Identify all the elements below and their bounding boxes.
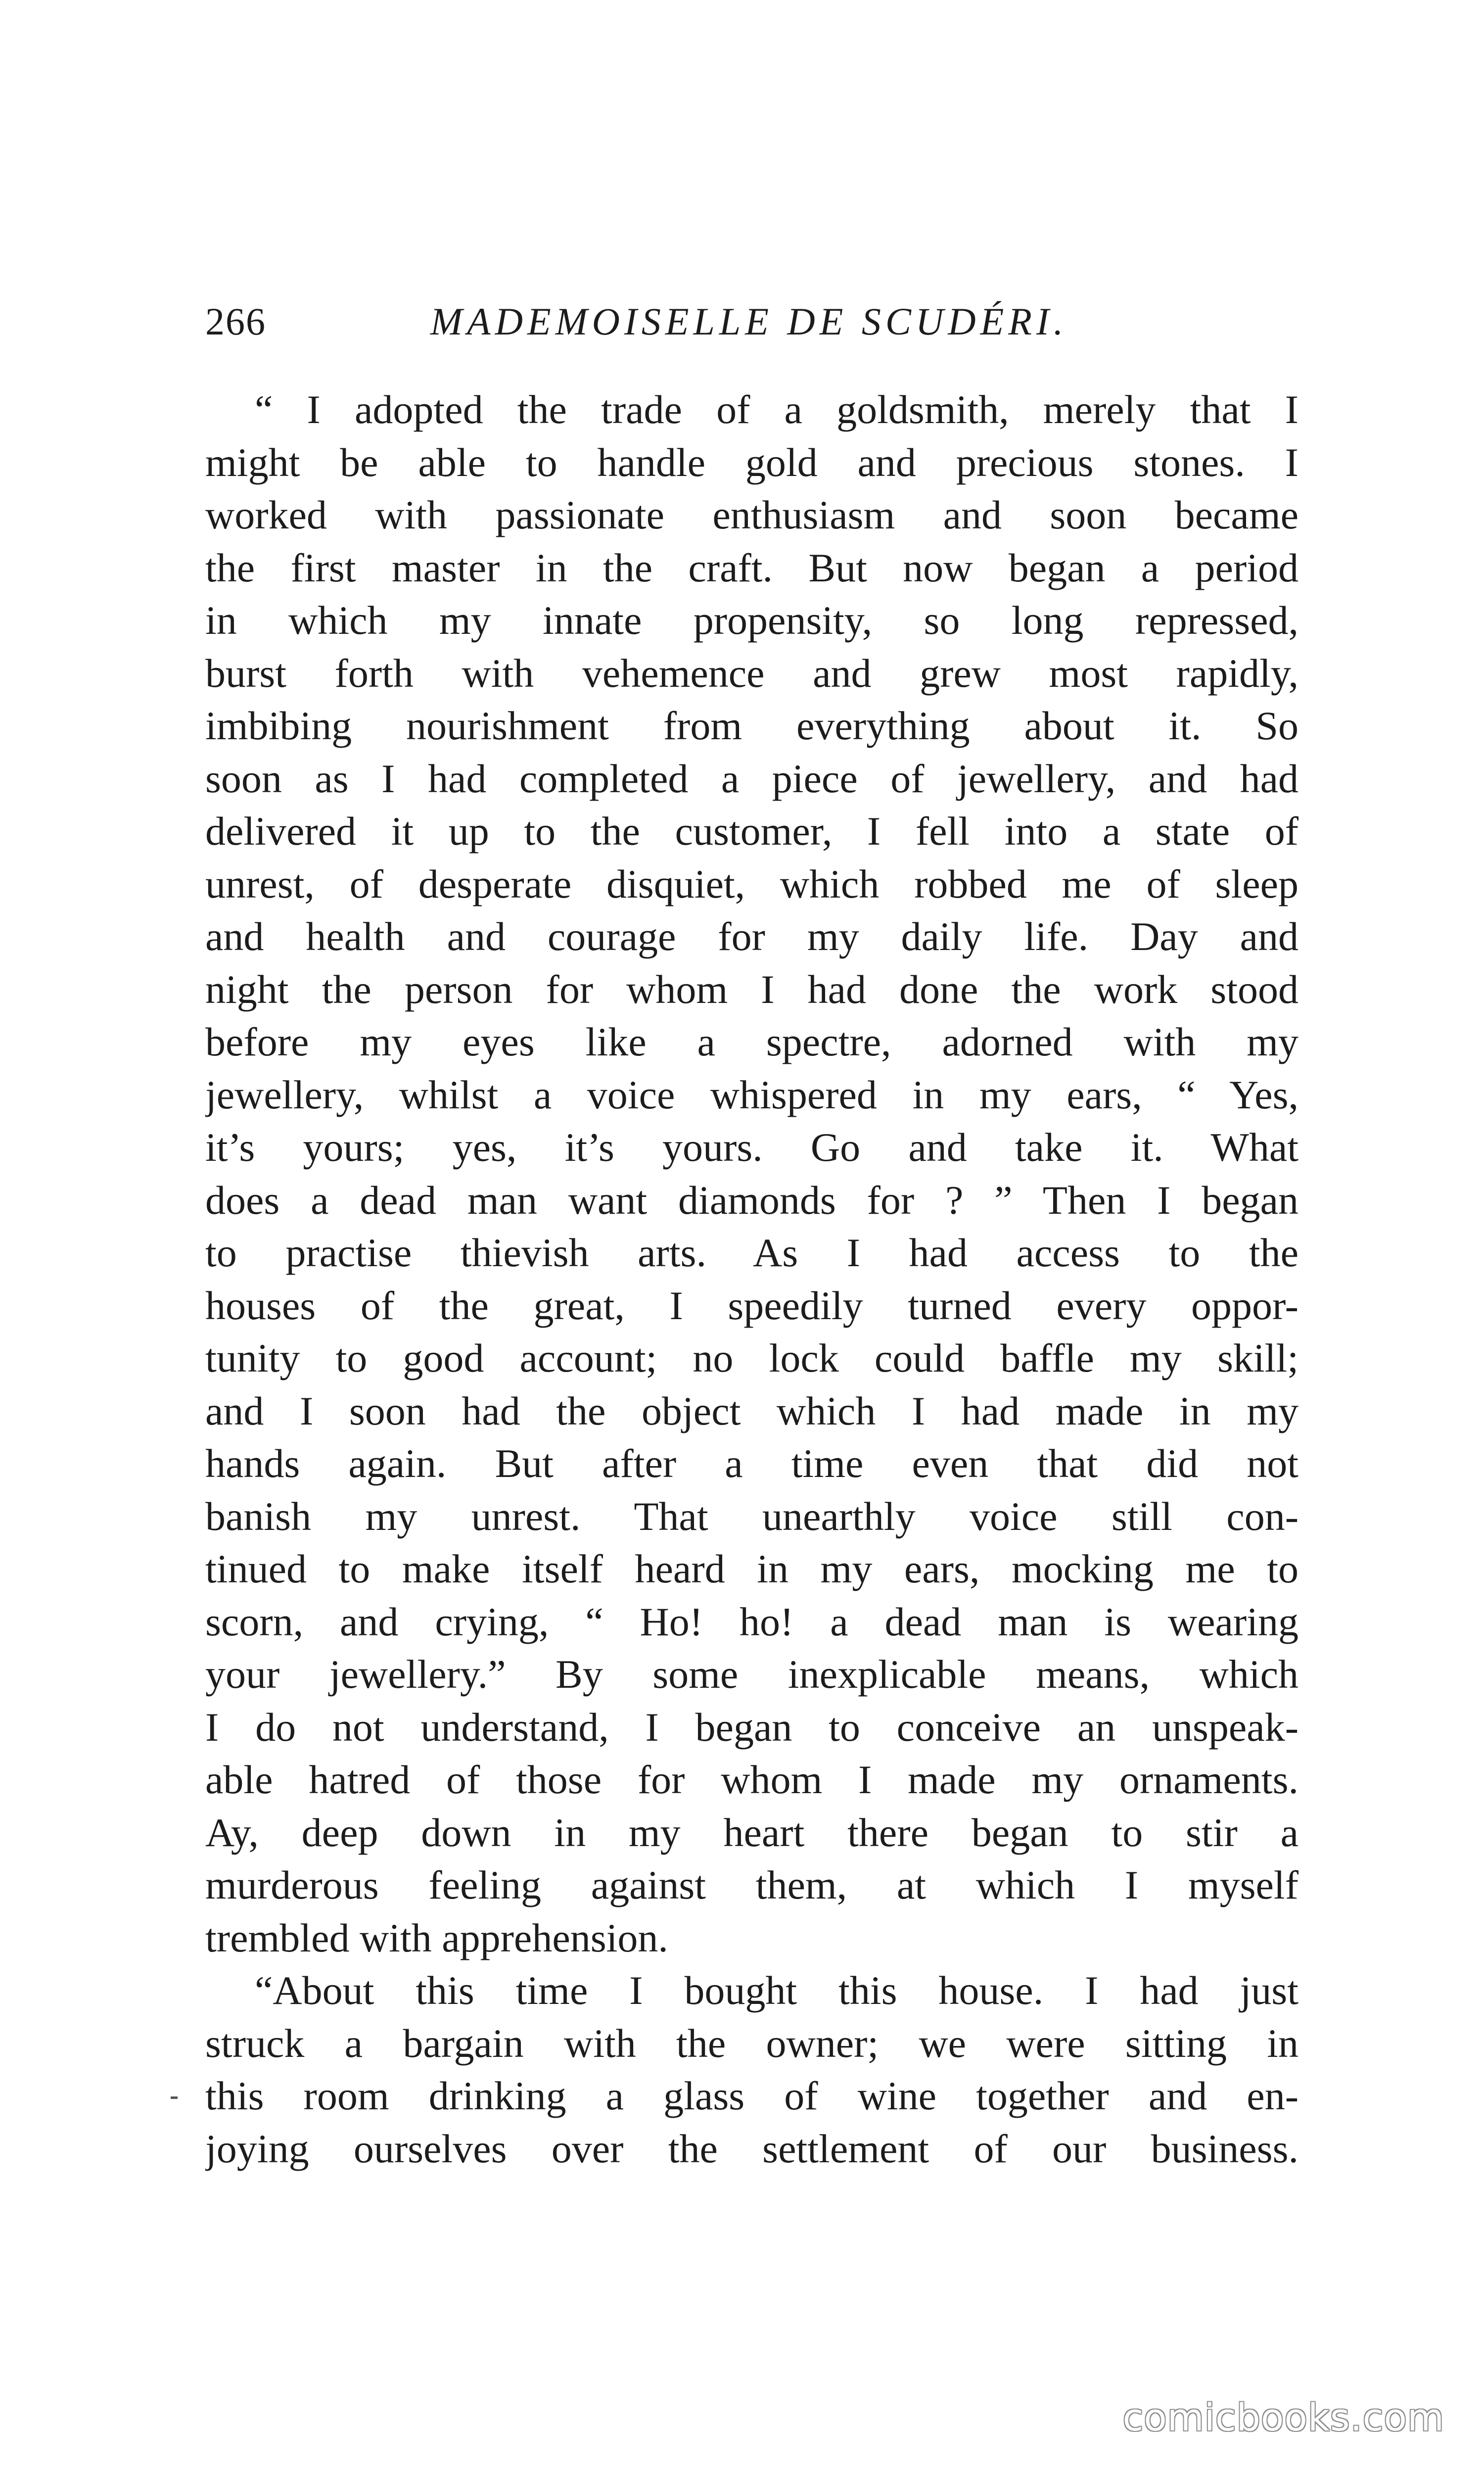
text-line: joying ourselves over the settlement of our business.	[205, 2126, 1298, 2171]
page-number: 266	[205, 300, 266, 343]
text-line: murderous feeling against them, at which I myself	[205, 1862, 1298, 1907]
text-line: trembled with apprehension.	[205, 1915, 668, 1960]
text-line: banish my unrest. That unearthly voice still con-	[205, 1493, 1298, 1539]
text-line: unrest, of desperate disquiet, which robbed me of sleep	[205, 861, 1298, 906]
text-line: houses of the great, I speedily turned every oppor-	[205, 1283, 1298, 1328]
text-line: hands again. But after a time even that did not	[205, 1441, 1298, 1486]
text-line: tinued to make itself heard in my ears, mocking me to	[205, 1546, 1298, 1591]
paragraph-1	[205, 383, 1298, 1964]
text-line: “About this time I bought this house. I had just	[255, 1968, 1298, 2013]
text-line: imbibing nourishment from everything about it. So	[205, 703, 1298, 748]
text-line: does a dead man want diamonds for ? ” Then I began	[205, 1177, 1298, 1223]
watermark: comicbooks.com	[1122, 2395, 1444, 2439]
text-line: tunity to good account; no lock could baffle my skill;	[205, 1335, 1298, 1380]
text-line: to practise thievish arts. As I had access to the	[205, 1230, 1298, 1275]
text-line: scorn, and crying, “ Ho! ho! a dead man is wearing	[205, 1599, 1298, 1644]
text-line: might be able to handle gold and precious stones. I	[205, 439, 1298, 485]
text-line: night the person for whom I had done the work stood	[205, 966, 1298, 1012]
text-line: worked with passionate enthusiasm and soon became	[205, 492, 1298, 537]
text-line: delivered it up to the customer, I fell into a state of	[205, 809, 1298, 854]
text-line: I do not understand, I began to conceive an unspeak-	[205, 1704, 1298, 1750]
text-line: in which my innate propensity, so long repressed,	[205, 598, 1298, 643]
text-line: before my eyes like a spectre, adorned with my	[205, 1019, 1298, 1064]
body-text	[205, 383, 1298, 2175]
text-line: the first master in the craft. But now began a period	[205, 545, 1298, 590]
text-line: and health and courage for my daily life. Day and	[205, 914, 1298, 959]
text-line: and I soon had the object which I had made in my	[205, 1388, 1298, 1433]
text-line: burst forth with vehemence and grew most rapidly,	[205, 650, 1298, 696]
running-head	[205, 297, 1298, 346]
text-line: soon as I had completed a piece of jewellery, and had	[205, 756, 1298, 801]
running-title: MADEMOISELLE DE SCUDÉRI.	[430, 300, 1068, 343]
text-line: struck a bargain with the owner; we were sitting in	[205, 2020, 1298, 2066]
text-line: able hatred of those for whom I made my ornaments.	[205, 1757, 1298, 1802]
text-line: Ay, deep down in my heart there began to stir a	[205, 1809, 1298, 1855]
text-line: it’s yours; yes, it’s yours. Go and take it. What	[205, 1125, 1298, 1170]
margin-mark	[171, 2096, 178, 2099]
text-line: your jewellery.” By some inexplicable means, which	[205, 1652, 1298, 1697]
paragraph-2	[205, 1964, 1298, 2175]
text-line: “ I adopted the trade of a goldsmith, merely that I	[255, 387, 1298, 432]
text-line: jewellery, whilst a voice whispered in my ears, “ Yes,	[205, 1072, 1298, 1117]
text-line: this room drinking a glass of wine together and en-	[205, 2073, 1298, 2118]
